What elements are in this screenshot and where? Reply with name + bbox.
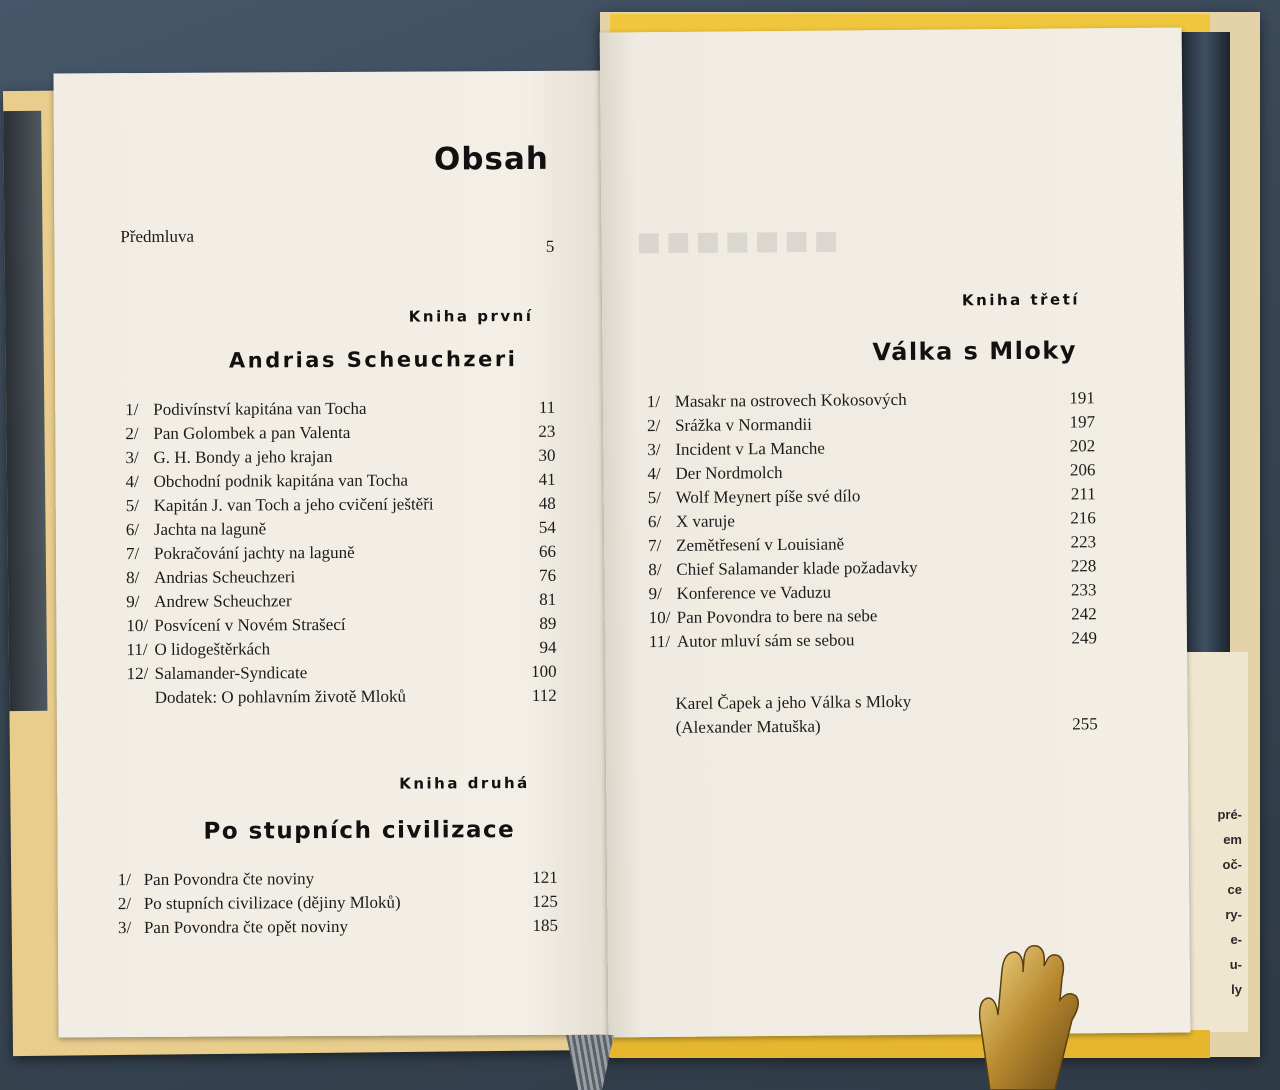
- chapter-title: Konference ve Vaduzu: [676, 582, 832, 603]
- chapter-number: 2/: [646, 416, 661, 436]
- chapter-title: Pokračování jachty na laguně: [153, 542, 355, 563]
- preface-page: 5: [545, 236, 555, 256]
- chapter-page: 185: [532, 915, 558, 935]
- afterword-line-2: (Alexander Matuška): [675, 716, 821, 737]
- chapter-page: 121: [532, 867, 558, 887]
- chapter-number: 9/: [126, 592, 140, 612]
- chapter-title: Kapitán J. van Toch a jeho cvičení ještěři: [153, 494, 434, 515]
- chapter-number: 11/: [648, 631, 671, 652]
- chapter-title: O lidogeštěrkách: [154, 639, 271, 659]
- chapter-number: 3/: [117, 918, 132, 938]
- toc-row: [118, 866, 558, 892]
- book2-chapter-list: [118, 866, 558, 940]
- chapter-title: Pan Povondra čte opět noviny: [143, 916, 348, 937]
- chapter-title: Andrew Scheuchzer: [154, 591, 292, 611]
- chapter-number: 5/: [125, 496, 140, 516]
- book3-title: Válka s Mloky: [872, 336, 1078, 367]
- toc-row: [126, 612, 556, 638]
- toc-row: [126, 636, 556, 662]
- chapter-number: 5/: [647, 488, 662, 508]
- contents-heading: Obsah: [433, 140, 550, 178]
- chapter-title: Pan Golombek a pan Valenta: [153, 422, 351, 443]
- chapter-page: 11: [538, 397, 556, 417]
- book2-title: Po stupních civilizace: [203, 817, 516, 845]
- left-page: [53, 71, 610, 1038]
- chapter-title: G. H. Bondy a jeho krajan: [153, 446, 333, 467]
- book1-chapter-list: [125, 396, 557, 710]
- chapter-title: Jachta na laguně: [153, 519, 267, 539]
- toc-row: [126, 468, 556, 494]
- afterword-entry: [675, 688, 1097, 740]
- chapter-title: Wolf Meynert píše své dílo: [675, 486, 861, 507]
- toc-row: [118, 914, 558, 940]
- chapter-title: Andrias Scheuchzeri: [154, 567, 296, 587]
- chapter-title: Incident v La Manche: [675, 438, 825, 459]
- book1-label: Kniha první: [408, 306, 534, 326]
- right-page: [600, 27, 1191, 1037]
- cover-edge-dark: [3, 111, 47, 711]
- afterword-page: 255: [1072, 714, 1098, 734]
- chapter-page: 223: [1070, 532, 1097, 552]
- toc-row: [125, 396, 555, 422]
- chapter-number: 7/: [125, 544, 140, 564]
- chapter-page: 249: [1071, 628, 1098, 648]
- chapter-number: 4/: [125, 472, 139, 492]
- chapter-page: 191: [1069, 388, 1095, 408]
- chapter-number: 1/: [117, 870, 131, 890]
- chapter-page: 66: [538, 541, 557, 561]
- chapter-number: 2/: [117, 894, 132, 914]
- chapter-number: 10/: [126, 615, 149, 636]
- chapter-page: 211: [1070, 484, 1096, 504]
- chapter-page: 48: [538, 493, 556, 513]
- afterword-line-1: Karel Čapek a jeho Válka s Mloky: [675, 691, 912, 713]
- chapter-number: 1/: [125, 400, 139, 420]
- chapter-page: 242: [1071, 604, 1097, 624]
- chapter-page: 30: [538, 445, 556, 465]
- chapter-page: 54: [538, 517, 556, 537]
- preface-title: Předmluva: [120, 226, 195, 247]
- chapter-number: 6/: [647, 512, 662, 532]
- chapter-number: 3/: [125, 448, 139, 468]
- toc-row: [126, 516, 556, 542]
- chapter-title: Posvícení v Novém Strašecí: [154, 614, 346, 635]
- toc-row: [125, 420, 555, 446]
- toc-row: [126, 540, 556, 566]
- chapter-page: 81: [539, 589, 557, 609]
- chapter-number: 1/: [646, 392, 661, 412]
- chapter-page: 216: [1070, 508, 1096, 528]
- chapter-page: 100: [531, 661, 557, 681]
- chapter-number: 12/: [126, 663, 149, 684]
- chapter-page: 89: [539, 613, 557, 633]
- chapter-title: Autor mluví sám se sebou: [676, 630, 855, 651]
- chapter-number: 4/: [647, 464, 661, 484]
- chapter-title: Obchodní podnik kapitána van Tocha: [153, 470, 409, 491]
- toc-row: [126, 588, 556, 614]
- book3-label: Kniha třetí: [961, 290, 1081, 310]
- chapter-title: X varuje: [675, 511, 735, 531]
- chapter-number: 2/: [125, 424, 139, 444]
- toc-row: [126, 564, 556, 590]
- chapter-number: 11/: [126, 639, 148, 660]
- book2-label: Kniha druhá: [399, 773, 530, 793]
- toc-row: [127, 684, 557, 710]
- chapter-page: 41: [538, 469, 556, 489]
- book3-chapter-list: [647, 386, 1097, 654]
- chapter-number: 10/: [648, 607, 671, 628]
- chapter-page: 228: [1070, 556, 1097, 576]
- chapter-number: 7/: [648, 536, 662, 556]
- toc-row: [120, 223, 555, 256]
- chapter-page: 233: [1070, 580, 1097, 600]
- cover-dark-stripe: [1180, 32, 1230, 682]
- chapter-title: Masakr na ostrovech Kokosových: [674, 389, 907, 411]
- brass-hand-page-holder: [960, 940, 1090, 1090]
- chapter-number: 8/: [126, 568, 140, 588]
- toc-row: [118, 890, 558, 916]
- show-through-text: ■■■■■■■: [631, 225, 839, 258]
- chapter-page: 125: [532, 891, 558, 911]
- toc-row: [126, 492, 556, 518]
- chapter-page: 23: [538, 421, 556, 441]
- chapter-page: 202: [1069, 436, 1096, 456]
- chapter-number: 6/: [125, 520, 140, 540]
- toc-row: [676, 712, 1098, 740]
- chapter-number: 8/: [648, 560, 662, 580]
- chapter-title: Po stupních civilizace (dějiny Mloků): [143, 892, 401, 913]
- jacket-flap-text-fragments: pré- em oč- ce ry- e- u- ly: [1217, 807, 1242, 997]
- chapter-number: 3/: [647, 440, 661, 460]
- toc-row: [125, 444, 555, 470]
- chapter-title: Zemětřesení v Louisianě: [676, 534, 845, 555]
- chapter-number: 9/: [648, 584, 662, 604]
- chapter-title: Podivínství kapitána van Tocha: [153, 398, 367, 419]
- chapter-title: Der Nordmolch: [675, 462, 783, 483]
- chapter-title: Pan Povondra čte noviny: [143, 869, 315, 889]
- chapter-page: 76: [539, 565, 557, 585]
- chapter-page: 206: [1069, 460, 1096, 480]
- book1-title: Andrias Scheuchzeri: [228, 347, 518, 373]
- chapter-page: 94: [539, 637, 557, 657]
- toc-row: [649, 626, 1097, 654]
- chapter-title: Srážka v Normandii: [674, 414, 813, 435]
- chapter-title: Pan Povondra to bere na sebe: [676, 606, 878, 627]
- chapter-page: 197: [1069, 412, 1096, 432]
- chapter-title: Dodatek: O pohlavním životě Mloků: [154, 686, 406, 707]
- toc-row: [127, 660, 557, 686]
- chapter-page: 112: [531, 685, 557, 705]
- preface-entry: [120, 223, 555, 256]
- chapter-title: Chief Salamander klade požadavky: [676, 557, 918, 579]
- chapter-title: Salamander-Syndicate: [154, 663, 308, 683]
